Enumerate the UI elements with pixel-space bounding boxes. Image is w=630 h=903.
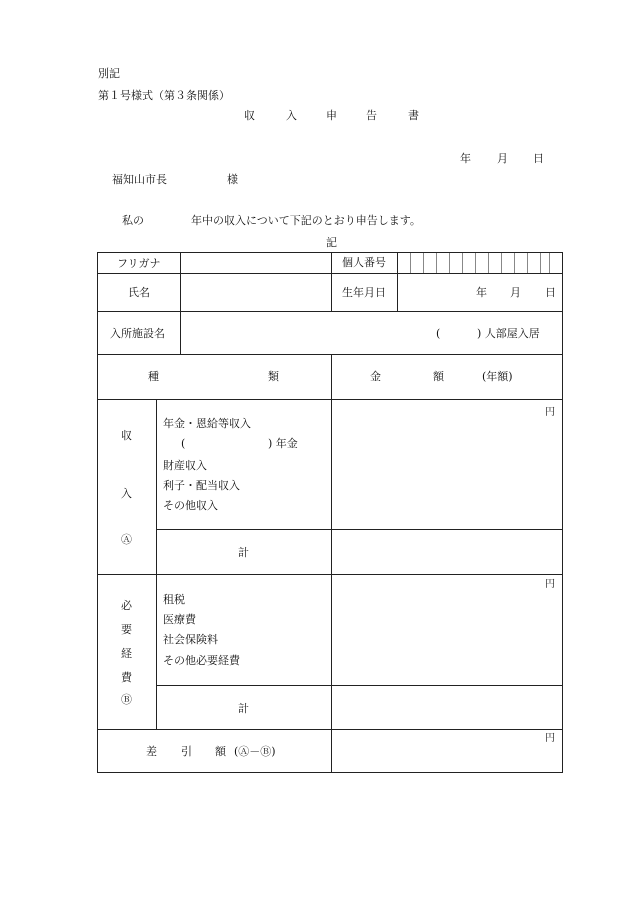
income-item-property: 財産収入 — [163, 459, 207, 472]
dob-day: 日 — [545, 286, 556, 299]
difference-char-1: 差 — [146, 745, 157, 758]
name-field[interactable] — [181, 274, 331, 311]
expense-item-medical: 医療費 — [163, 613, 196, 626]
name-label: 氏名 — [128, 286, 150, 299]
income-total-label: 計 — [238, 546, 249, 559]
appendix-label: 別記 — [98, 67, 120, 80]
difference-formula: (Ⓐ－Ⓑ) — [234, 745, 276, 758]
my-number-label: 個人番号 — [342, 256, 386, 269]
difference-amount-field[interactable] — [332, 730, 562, 772]
facility-label: 入所施設名 — [110, 327, 165, 340]
addressee-name: 福知山市長 — [112, 173, 167, 186]
dob-year: 年 — [476, 286, 487, 299]
title-char-4: 告 — [366, 109, 377, 122]
date-day-label: 日 — [533, 152, 544, 165]
statement-text: 年中の収入について下記のとおり申告します。 — [191, 214, 421, 227]
income-item-pension-type: ) 年金 — [268, 437, 298, 450]
amount-header-char-2: 額 — [433, 370, 444, 383]
furigana-label: フリガナ — [117, 257, 161, 270]
income-amount-field[interactable] — [332, 400, 562, 529]
difference-char-2: 引 — [181, 745, 192, 758]
date-year-label: 年 — [460, 152, 471, 165]
type-header-char-1: 種 — [148, 370, 159, 383]
title-char-5: 書 — [408, 109, 419, 122]
income-side-char-2: 入 — [121, 487, 132, 500]
dob-label: 生年月日 — [342, 286, 386, 299]
title-char-2: 入 — [286, 109, 297, 122]
dob-month: 月 — [510, 286, 521, 299]
title-char-1: 収 — [244, 109, 255, 122]
difference-char-3: 額 — [215, 745, 226, 758]
difference-yen-label: 円 — [545, 733, 555, 744]
expenses-side-char-4: 費 — [121, 671, 132, 684]
statement-prefix: 私の — [122, 214, 144, 227]
form-number: 第１号様式（第３条関係） — [98, 89, 230, 102]
amount-header-char-1: 金 — [370, 370, 381, 383]
expenses-side-char-3: 経 — [121, 647, 132, 660]
income-item-interest: 利子・配当収入 — [163, 479, 240, 492]
expense-item-tax: 租税 — [163, 593, 185, 606]
room-open-paren: ( — [436, 327, 441, 340]
income-item-pension-open: ( — [181, 437, 186, 450]
income-side-char-3: Ⓐ — [121, 533, 132, 546]
type-header-char-2: 類 — [268, 370, 279, 383]
expenses-side-char-5: Ⓑ — [121, 693, 132, 706]
income-total-field[interactable] — [332, 530, 562, 574]
room-type-label: ) 人部屋入居 — [477, 327, 540, 340]
income-side-char-1: 収 — [121, 429, 132, 442]
furigana-field[interactable] — [181, 253, 331, 273]
income-item-pension: 年金・恩給等収入 — [163, 417, 251, 430]
expenses-amount-field[interactable] — [332, 575, 562, 685]
income-item-other: その他収入 — [163, 499, 218, 512]
expense-item-other: その他必要経費 — [163, 654, 240, 667]
addressee-honorific: 様 — [227, 173, 238, 186]
ki-label: 記 — [326, 236, 337, 249]
my-number-field[interactable] — [398, 253, 562, 273]
expenses-total-field[interactable] — [332, 686, 562, 729]
income-yen-label: 円 — [545, 407, 555, 418]
date-month-label: 月 — [497, 152, 508, 165]
amount-header-note: (年額) — [482, 370, 513, 383]
expense-item-insurance: 社会保険料 — [163, 633, 218, 646]
expenses-yen-label: 円 — [545, 579, 555, 590]
title-char-3: 申 — [326, 109, 337, 122]
expenses-side-char-1: 必 — [121, 599, 132, 612]
expenses-side-char-2: 要 — [121, 623, 132, 636]
expenses-total-label: 計 — [238, 702, 249, 715]
